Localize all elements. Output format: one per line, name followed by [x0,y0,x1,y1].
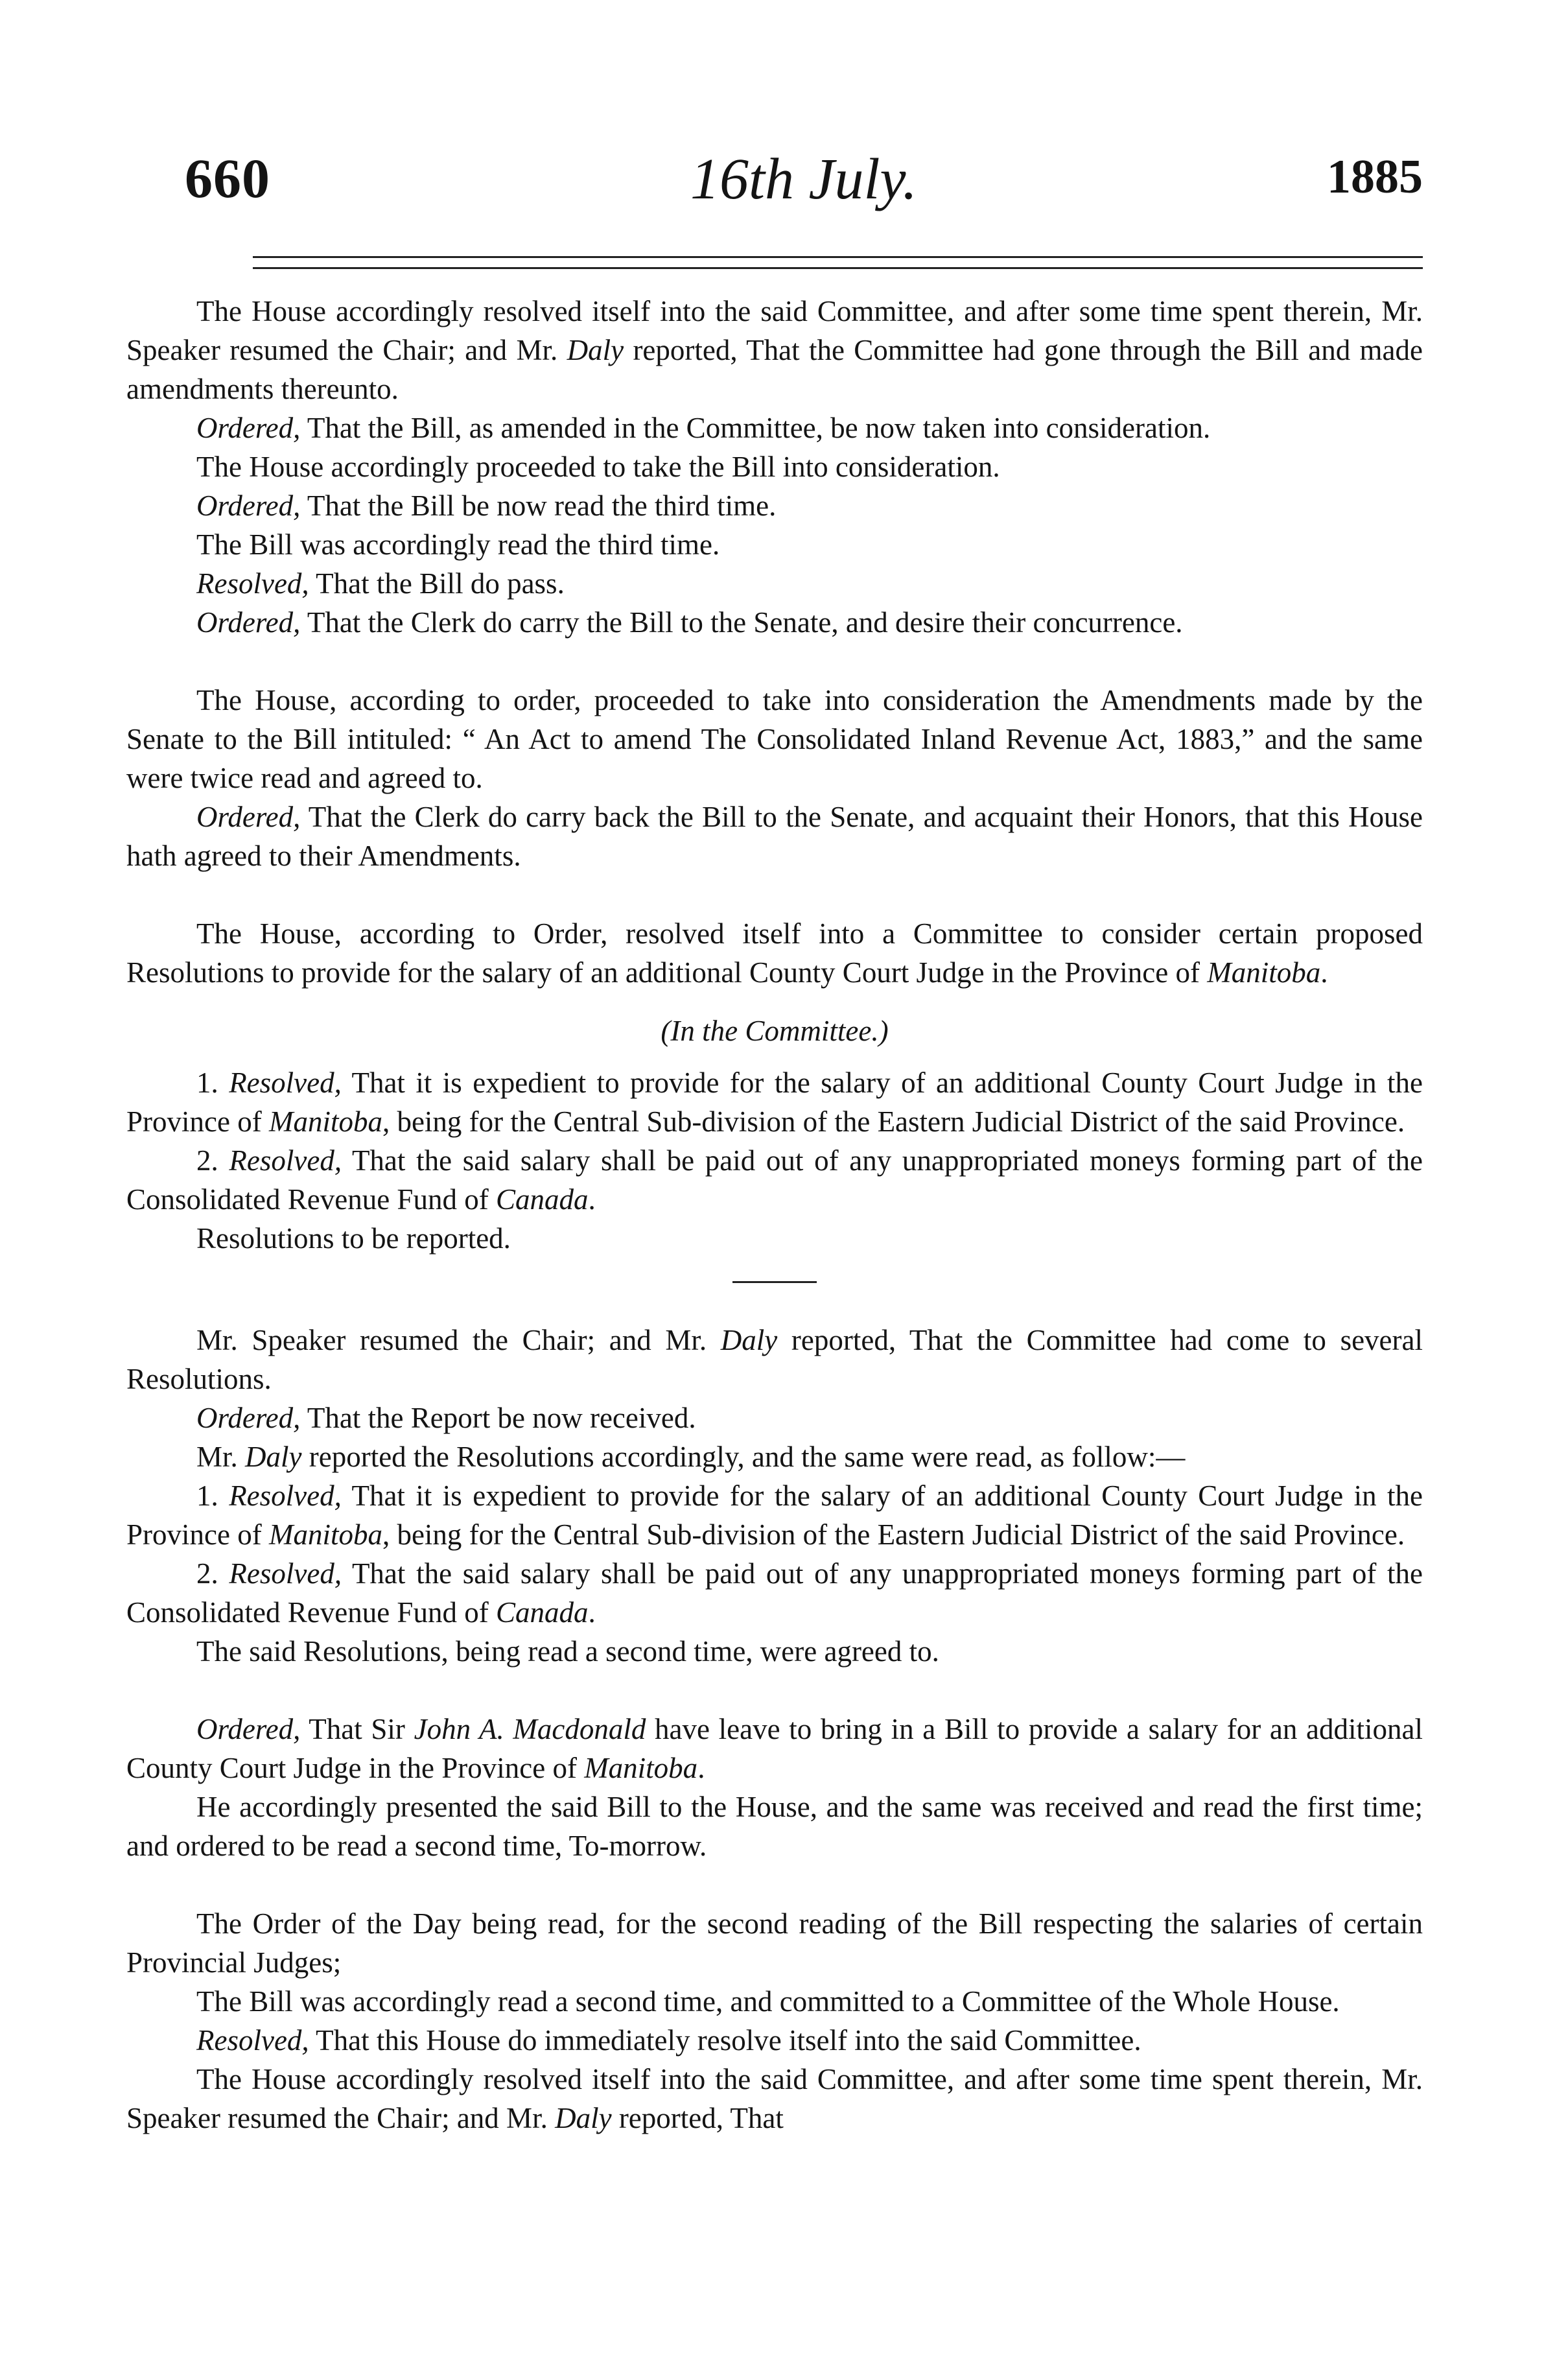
section-committee-resolutions [126,914,1423,992]
journal-paragraph: He accordingly presented the said Bill to the House, and the same was received and read the first time; and ordered to be read a second time, To-morrow. [126,1791,1423,1862]
journal-paragraph: Ordered, That the Report be now received. [196,1402,696,1434]
page-date-title: 16th July. [690,147,917,211]
journal-paragraph: Ordered, That the Clerk do carry the Bill to the Senate, and desire their concurrence. [196,606,1183,639]
section-gap [126,875,1423,914]
committee-heading: (In the Committee.) [661,1015,889,1047]
journal-paragraph: Ordered, That the Bill be now read the third time. [196,489,777,522]
header-rule-top [253,256,1423,258]
journal-paragraph: Ordered, That Sir John A. Macdonald have leave to bring in a Bill to provide a salary for an additional County Court Judge in the Province of Manitoba. [126,1713,1423,1784]
journal-paragraph: 2. Resolved, That the said salary shall be paid out of any unappropriated moneys forming part of the Consolidated Revenue Fund of Canada. [126,1557,1423,1629]
journal-paragraph: The House accordingly proceeded to take the Bill into consideration. [196,451,1000,483]
journal-paragraph: 1. Resolved, That it is expedient to provide for the salary of an additional County Court Judge in the Province of Manitoba, being for the Central Sub-division of the Eastern Judicial District of the said Province. [126,1067,1423,1138]
journal-paragraph: Resolved, That the Bill do pass. [196,567,565,600]
section-gap [126,1865,1423,1904]
journal-paragraph: Mr. Daly reported the Resolutions accordingly, and the same were read, as follow:— [196,1441,1186,1473]
running-header [185,146,1423,217]
section-provincial-judges [126,1904,1423,2138]
journal-paragraph: 1. Resolved, That it is expedient to provide for the salary of an additional County Court Judge in the Province of Manitoba, being for the Central Sub-division of the Eastern Judicial District of the said Province. [126,1480,1423,1551]
section-report [126,1321,1423,1671]
journal-paragraph: 2. Resolved, That the said salary shall be paid out of any unappropriated moneys forming part of the Consolidated Revenue Fund of Canada. [126,1144,1423,1216]
journal-paragraph: The House accordingly resolved itself into the said Committee, and after some time spent therein, Mr. Speaker resumed the Chair; and Mr. Daly reported, That [126,2063,1423,2134]
journal-paragraph: Resolutions to be reported. [196,1222,511,1255]
journal-paragraph: The Bill was accordingly read the third time. [196,528,720,561]
section-third-reading [126,292,1423,642]
journal-paragraph: The House, according to order, proceeded to take into consideration the Amendments made by the Senate to the Bill intituled: “ An Act to amend The Consolidated Inland Revenue Act, 1883,” and the same were twice read and agreed to. [126,684,1423,794]
journal-paragraph: Ordered, That the Clerk do carry back the Bill to the Senate, and acquaint their Honors, that this House hath agreed to their Amendments. [126,801,1423,872]
journal-paragraph: Ordered, That the Bill, as amended in the Committee, be now taken into consideration. [196,412,1211,444]
section-in-committee [126,1063,1423,1258]
journal-paragraph: The House, according to Order, resolved itself into a Committee to consider certain proposed Resolutions to provide for the salary of an additional County Court Judge in the Province of Manitoba. [126,917,1423,989]
header-rule-bottom [253,267,1423,269]
page-number: 660 [185,147,270,209]
section-gap [126,642,1423,681]
journal-paragraph: Resolved, That this House do immediately resolve itself into the said Committee. [196,2024,1141,2057]
section-separator [732,1281,817,1283]
section-bill-introduced [126,1710,1423,1865]
journal-body [126,292,1423,2138]
journal-paragraph: The House accordingly resolved itself into the said Committee, and after some time spent therein, Mr. Speaker resumed the Chair; and Mr. Daly reported, That the Committee had gone through the Bill and made amendments thereunto. [126,295,1423,405]
journal-paragraph: The Order of the Day being read, for the second reading of the Bill respecting the salaries of certain Provincial Judges; [126,1907,1423,1979]
section-gap [126,1671,1423,1710]
journal-paragraph: Mr. Speaker resumed the Chair; and Mr. Daly reported, That the Committee had come to several Resolutions. [126,1324,1423,1395]
journal-paragraph: The Bill was accordingly read a second time, and committed to a Committee of the Whole House. [196,1985,1340,2018]
section-senate-amendments [126,681,1423,875]
page-year: 1885 [1327,150,1423,204]
journal-paragraph: The said Resolutions, being read a second time, were agreed to. [196,1635,939,1668]
